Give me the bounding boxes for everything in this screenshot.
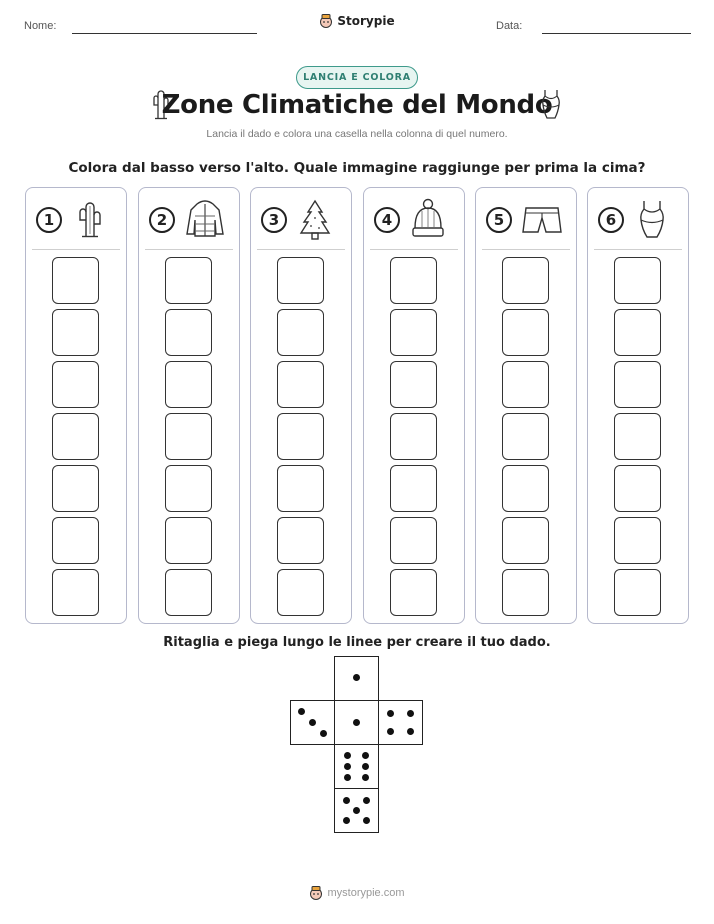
color-cell[interactable] bbox=[52, 309, 99, 356]
color-cell[interactable] bbox=[52, 569, 99, 616]
die-pip bbox=[320, 730, 327, 737]
die-pip bbox=[407, 728, 414, 735]
color-cell[interactable] bbox=[277, 309, 324, 356]
storypie-mascot-icon bbox=[319, 13, 333, 29]
shorts-icon bbox=[520, 198, 564, 240]
color-cell[interactable] bbox=[165, 569, 212, 616]
die-pip bbox=[407, 710, 414, 717]
die-pip bbox=[353, 807, 360, 814]
color-cell[interactable] bbox=[502, 309, 549, 356]
column-1 bbox=[25, 187, 127, 624]
die-pip bbox=[344, 763, 351, 770]
die-face-5 bbox=[334, 788, 379, 833]
color-cell[interactable] bbox=[390, 413, 437, 460]
color-cell[interactable] bbox=[390, 257, 437, 304]
color-cell[interactable] bbox=[52, 413, 99, 460]
die-face-6 bbox=[334, 744, 379, 789]
instruction-text: Colora dal basso verso l'alto. Quale immagine raggiunge per prima la cima? bbox=[68, 160, 646, 176]
die-pip bbox=[387, 710, 394, 717]
page-title: Zone Climatiche del Mondo bbox=[161, 90, 553, 120]
color-cell[interactable] bbox=[390, 465, 437, 512]
die-pip bbox=[363, 817, 370, 824]
swimsuit-icon bbox=[632, 198, 672, 242]
color-cell[interactable] bbox=[277, 413, 324, 460]
brand-logo bbox=[0, 13, 714, 33]
color-cell[interactable] bbox=[614, 465, 661, 512]
die-pip bbox=[343, 817, 350, 824]
color-cell[interactable] bbox=[165, 413, 212, 460]
column-number: 6 bbox=[598, 207, 624, 233]
color-cell[interactable] bbox=[165, 257, 212, 304]
subtitle: Lancia il dado e colora una casella nella colonna di quel numero. bbox=[206, 128, 508, 140]
swimsuit-icon bbox=[538, 88, 564, 122]
color-cell[interactable] bbox=[614, 257, 661, 304]
column-number: 4 bbox=[374, 207, 400, 233]
color-cell[interactable] bbox=[165, 361, 212, 408]
column-number: 5 bbox=[486, 207, 512, 233]
color-cell[interactable] bbox=[165, 517, 212, 564]
column-5 bbox=[475, 187, 577, 624]
color-cell[interactable] bbox=[52, 361, 99, 408]
name-line bbox=[72, 33, 257, 34]
color-cell[interactable] bbox=[614, 309, 661, 356]
die-pip bbox=[353, 674, 360, 681]
die-pip bbox=[353, 719, 360, 726]
color-cell[interactable] bbox=[502, 413, 549, 460]
winter-jacket-icon bbox=[183, 198, 227, 240]
color-cell[interactable] bbox=[52, 257, 99, 304]
column-number: 3 bbox=[261, 207, 287, 233]
color-cell[interactable] bbox=[277, 569, 324, 616]
color-cell[interactable] bbox=[165, 309, 212, 356]
color-cell[interactable] bbox=[614, 361, 661, 408]
die-face-1-center bbox=[334, 700, 379, 745]
color-cell[interactable] bbox=[390, 361, 437, 408]
brand-name: Storypie bbox=[337, 14, 395, 28]
color-cell[interactable] bbox=[614, 569, 661, 616]
color-cell[interactable] bbox=[502, 569, 549, 616]
die-pip bbox=[344, 774, 351, 781]
die-pip bbox=[362, 774, 369, 781]
color-cell[interactable] bbox=[390, 517, 437, 564]
date-label: Data: bbox=[496, 20, 523, 32]
color-cell[interactable] bbox=[502, 517, 549, 564]
color-cell[interactable] bbox=[52, 517, 99, 564]
die-pip bbox=[362, 752, 369, 759]
die-pip bbox=[309, 719, 316, 726]
color-cell[interactable] bbox=[277, 465, 324, 512]
column-number: 1 bbox=[36, 207, 62, 233]
color-cell[interactable] bbox=[277, 361, 324, 408]
wool-hat-icon bbox=[408, 198, 448, 240]
footer-url[interactable]: mystorypie.com bbox=[327, 887, 405, 899]
snowy-pine-tree-icon bbox=[295, 198, 335, 242]
color-cell[interactable] bbox=[390, 569, 437, 616]
column-2 bbox=[138, 187, 240, 624]
activity-badge: LANCIA E COLORA bbox=[296, 66, 418, 89]
column-6 bbox=[587, 187, 689, 624]
cut-instruction: Ritaglia e piega lungo le linee per creare il tuo dado. bbox=[163, 635, 551, 650]
footer bbox=[0, 885, 714, 905]
color-cell[interactable] bbox=[165, 465, 212, 512]
die-pip bbox=[344, 752, 351, 759]
color-cell[interactable] bbox=[277, 257, 324, 304]
die-face-3 bbox=[290, 700, 335, 745]
die-face-4 bbox=[378, 700, 423, 745]
die-face-1-top bbox=[334, 656, 379, 701]
color-cell[interactable] bbox=[614, 413, 661, 460]
cactus-icon bbox=[70, 198, 110, 240]
die-pip bbox=[298, 708, 305, 715]
date-line bbox=[542, 33, 691, 34]
color-cell[interactable] bbox=[52, 465, 99, 512]
die-pip bbox=[363, 797, 370, 804]
color-cell[interactable] bbox=[277, 517, 324, 564]
color-cell[interactable] bbox=[502, 257, 549, 304]
die-pip bbox=[362, 763, 369, 770]
column-3 bbox=[250, 187, 352, 624]
color-cell[interactable] bbox=[502, 361, 549, 408]
color-cell[interactable] bbox=[390, 309, 437, 356]
die-pip bbox=[343, 797, 350, 804]
color-cell[interactable] bbox=[614, 517, 661, 564]
name-label: Nome: bbox=[24, 20, 57, 32]
column-number: 2 bbox=[149, 207, 175, 233]
die-pip bbox=[387, 728, 394, 735]
column-4 bbox=[363, 187, 465, 624]
color-cell[interactable] bbox=[502, 465, 549, 512]
storypie-mascot-icon bbox=[309, 885, 323, 901]
